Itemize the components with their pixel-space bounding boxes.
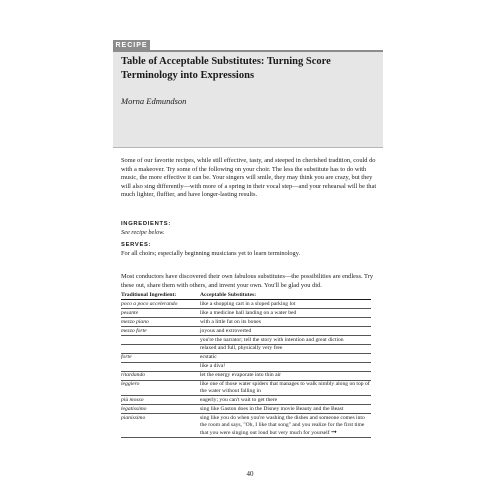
substitute-label: sing like Gaston does in the Disney movie Beauty and the Beast [200, 405, 344, 412]
traditional-term: mezzo piano [121, 318, 200, 327]
substitute-text [200, 371, 371, 380]
substitute-text [200, 396, 371, 405]
page-title: Table of Acceptable Substitutes: Turning Score Terminology into Expressions [121, 56, 331, 81]
table-row [121, 344, 371, 353]
table-row [121, 309, 371, 318]
table-row [121, 396, 371, 405]
column-header: Acceptable Substitutes: [200, 292, 371, 300]
traditional-term: più mosso [121, 396, 200, 405]
substitute-label: ecstatic [200, 354, 217, 361]
substitute-label: like a shopping cart in a sloped parking lot [200, 300, 296, 307]
ingredients-text: See recipe below. [121, 229, 165, 236]
substitute-label: sing like you do when you're washing the dishes and someone comes into the room and says, "Oh, I like that song" and you realize for the first time that you were singing out loud but very much for yourself [200, 414, 365, 436]
substitute-label: with a little fat on its bones [200, 318, 261, 325]
traditional-term [121, 336, 200, 345]
traditional-term: pianissimo [121, 414, 200, 438]
traditional-term: ritardando [121, 371, 200, 380]
table-row [121, 336, 371, 345]
traditional-term: mezzo forte [121, 327, 200, 336]
table-header-row [121, 292, 371, 300]
traditional-term: leggiero [121, 380, 200, 396]
substitute-label: like one of those water spiders that manages to walk nimbly along on top of the water without falling in [200, 381, 370, 394]
substitute-text [200, 362, 371, 371]
substitute-label: you're the narrator; tell the story with intention and great diction [200, 336, 344, 343]
intro-paragraph: Some of our favorite recipes, while still effective, tasty, and steeped in cherished tradition, could do with a makeover. Try some of the following on your choir. The less the substitute has to do with music, the more effective it can be. Your singers will smile, they may think you are crazy, but they will also sing differently—with more of a spring in their vocal step—and your rehearsal will be that much lighter, fluffier, and have longer-lasting results. [121, 157, 377, 199]
traditional-term [121, 344, 200, 353]
table-row [121, 353, 371, 362]
substitute-label: like a medicine ball landing on a water bed [200, 309, 297, 316]
substitute-text [200, 405, 371, 414]
substitute-label: eagerly; you can't wait to get there [200, 396, 278, 403]
traditional-term: poco a poco accelerando [121, 300, 200, 309]
substitute-text [200, 353, 371, 362]
substitute-text [200, 300, 371, 309]
table-row [121, 405, 371, 414]
substitute-label: let the energy evaporate into thin air [200, 372, 281, 379]
traditional-term: pesante [121, 309, 200, 318]
substitute-text [200, 327, 371, 336]
serves-label: SERVES: [121, 242, 152, 248]
table-body [121, 300, 371, 438]
substitute-text [200, 336, 371, 345]
table-row [121, 300, 371, 309]
substitute-text [200, 309, 371, 318]
substitute-label: like a diva! [200, 363, 226, 370]
column-header: Traditional Ingredient: [121, 292, 200, 300]
substitute-text [200, 318, 371, 327]
table-row [121, 362, 371, 371]
traditional-term: legatissimo [121, 405, 200, 414]
table-row [121, 414, 371, 438]
substitute-text [200, 414, 371, 438]
author-name: Morna Edmundson [121, 96, 187, 106]
substitute-text [200, 380, 371, 396]
substitute-text [200, 344, 371, 353]
section-tag: RECIPE [113, 40, 150, 51]
ingredients-label: INGREDIENTS: [121, 221, 171, 227]
substitute-label: joyous and extroverted [200, 327, 252, 334]
table-row [121, 327, 371, 336]
traditional-term: forte [121, 353, 200, 362]
table-row [121, 380, 371, 396]
lead-paragraph: Most conductors have discovered their own fabulous substitutes—the possibilities are endless. Try these out, share them with others, and invent your own. You'll be glad you did. [121, 273, 374, 289]
page-number: 40 [246, 470, 254, 478]
substitutes-table [121, 292, 371, 438]
substitute-label: relaxed and full, physically very free [200, 345, 283, 352]
table-row [121, 318, 371, 327]
serves-text: For all choirs; especially beginning musicians yet to learn terminology. [121, 250, 301, 257]
traditional-term [121, 362, 200, 371]
table-row [121, 371, 371, 380]
continue-arrow-icon: ➞ [330, 427, 337, 436]
